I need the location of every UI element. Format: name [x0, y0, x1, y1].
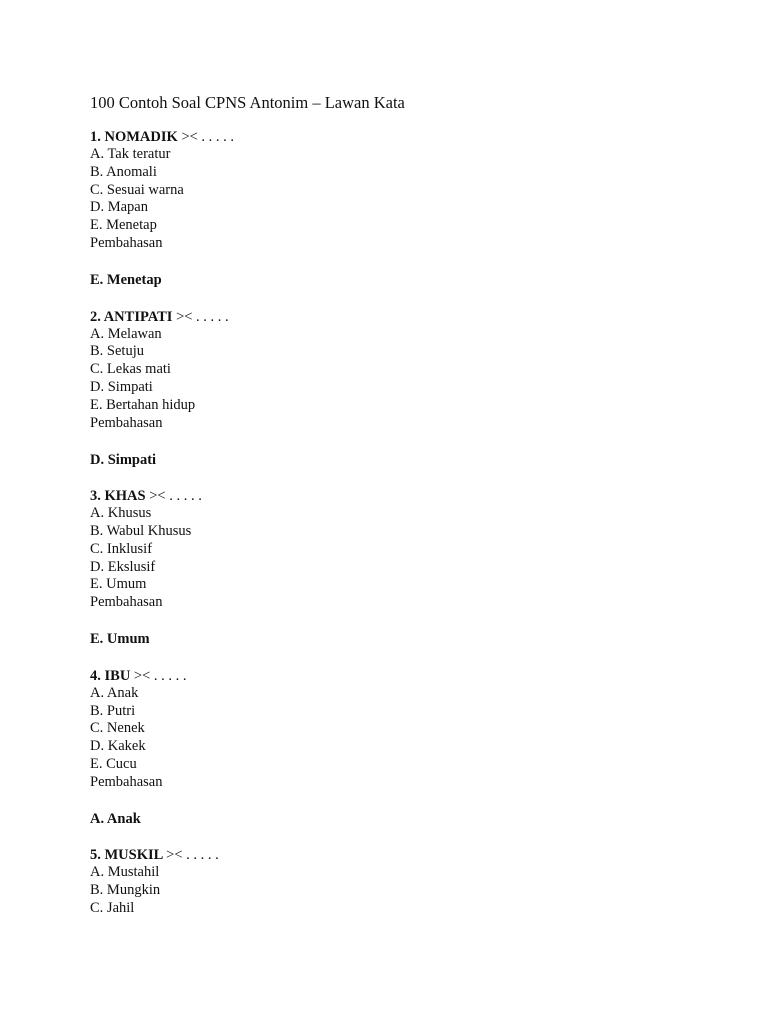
question-list	[90, 128, 730, 918]
question-item	[90, 846, 730, 917]
answer-option: E. Cucu	[90, 755, 137, 772]
question-word: MUSKIL	[104, 847, 163, 864]
answer-option: B. Putri	[90, 702, 136, 719]
answer-option: D. Kakek	[90, 738, 146, 755]
answer-option: A. Tak teratur	[90, 146, 171, 162]
question-antonym-blank: >< . . . . .	[166, 847, 219, 864]
answer-option: C. Sesuai warna	[90, 181, 184, 198]
question-antonym-blank: >< . . . . .	[133, 667, 187, 684]
question-heading	[90, 667, 730, 685]
answer-option: C. Inklusif	[90, 540, 153, 557]
answer-option: E. Bertahan hidup	[90, 396, 196, 413]
answer-option: E. Umum	[90, 576, 147, 593]
correct-answer: A. Anak	[90, 811, 141, 828]
pembahasan-label: Pembahasan	[90, 414, 163, 431]
question-heading	[90, 308, 730, 326]
question-item	[90, 308, 730, 469]
question-word: KHAS	[104, 488, 146, 505]
answer-option: B. Wabul Khusus	[90, 522, 192, 539]
answer-option: A. Khusus	[90, 505, 152, 522]
answer-option: B. Mungkin	[90, 882, 161, 899]
question-item	[90, 487, 730, 648]
question-antonym-blank: >< . . . . .	[181, 129, 235, 145]
question-heading	[90, 128, 730, 146]
answer-option: A. Mustahil	[90, 864, 160, 881]
correct-answer: D. Simpati	[90, 451, 157, 468]
pembahasan-label: Pembahasan	[90, 773, 163, 790]
answer-option: B. Setuju	[90, 343, 144, 360]
question-antonym-blank: >< . . . . .	[149, 488, 202, 505]
question-number: 1.	[90, 129, 101, 145]
answer-option: D. Mapan	[90, 199, 148, 216]
question-heading	[90, 487, 730, 505]
correct-answer: E. Umum	[90, 631, 150, 648]
question-word: NOMADIK	[104, 129, 178, 145]
document-page	[90, 92, 730, 918]
question-item	[90, 667, 730, 828]
answer-option: E. Menetap	[90, 217, 157, 234]
question-number: 4.	[90, 667, 101, 684]
answer-option: D. Ekslusif	[90, 558, 156, 575]
question-number: 2.	[90, 308, 101, 325]
pembahasan-label: Pembahasan	[90, 234, 163, 251]
answer-option: A. Anak	[90, 684, 139, 701]
question-item	[90, 128, 730, 289]
answer-option: B. Anomali	[90, 163, 157, 180]
answer-option: C. Nenek	[90, 720, 145, 737]
document-title: 100 Contoh Soal CPNS Antonim – Lawan Kata	[90, 93, 405, 112]
answer-option: C. Lekas mati	[90, 361, 171, 378]
question-antonym-blank: >< . . . . .	[176, 308, 229, 325]
question-word: ANTIPATI	[103, 308, 173, 325]
question-number: 3.	[90, 488, 101, 505]
answer-option: D. Simpati	[90, 378, 153, 395]
answer-option: A. Melawan	[90, 325, 162, 342]
question-heading	[90, 846, 730, 864]
answer-option: C. Jahil	[90, 899, 135, 916]
pembahasan-label: Pembahasan	[90, 594, 163, 611]
question-word: IBU	[104, 667, 131, 684]
question-number: 5.	[90, 847, 101, 864]
correct-answer: E. Menetap	[90, 272, 162, 289]
